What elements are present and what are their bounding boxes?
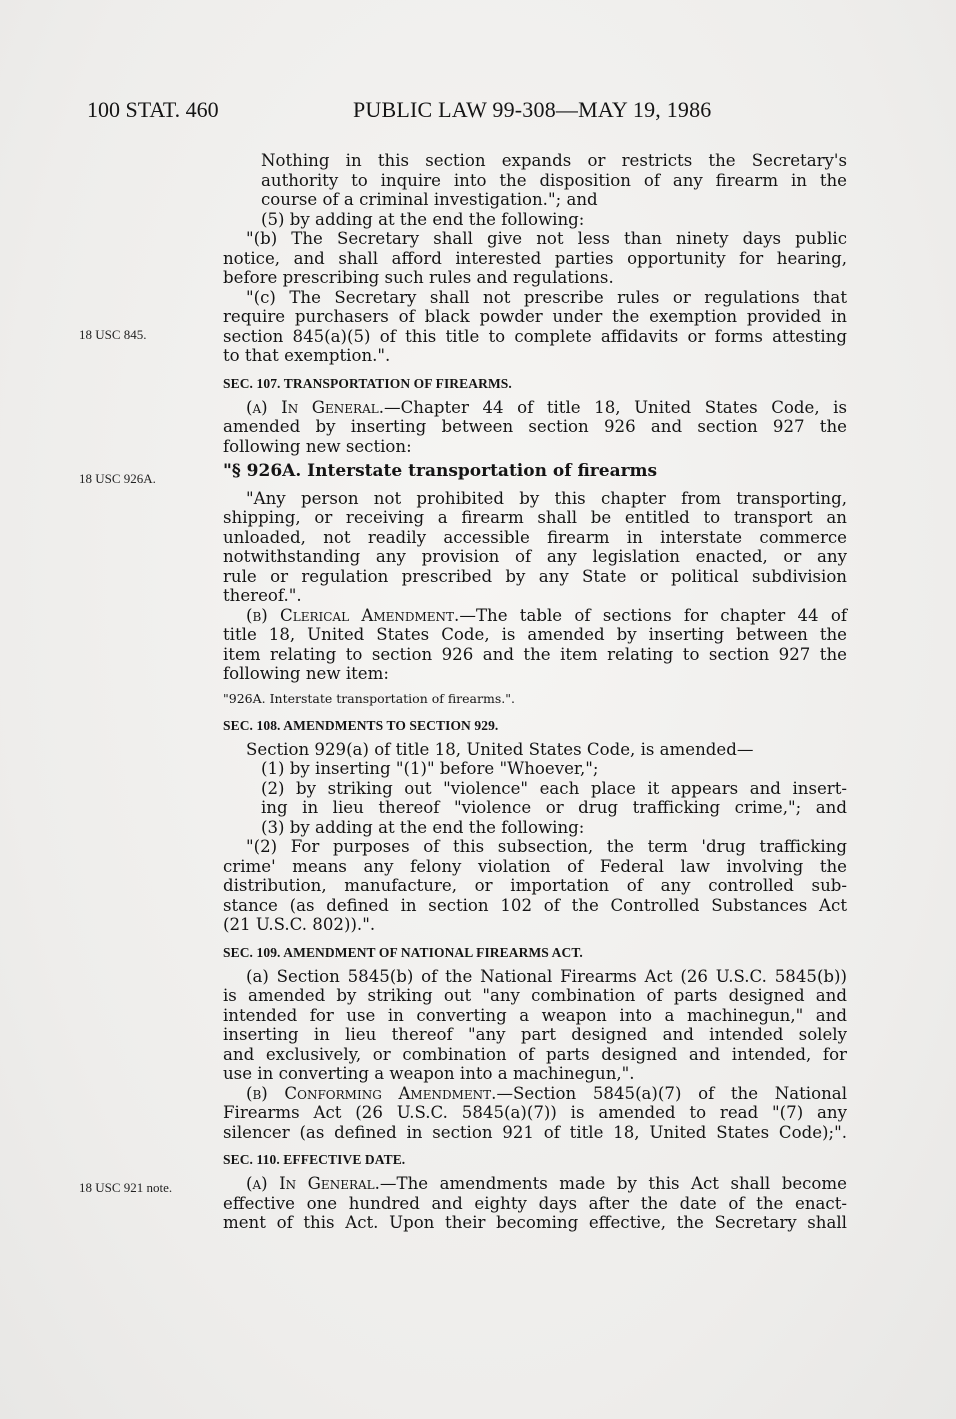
subsection-text: —The table of sections for chapter 44 of bbox=[459, 605, 848, 625]
text-line: authority to inquire into the disposition of any firearm in the bbox=[261, 170, 847, 190]
section-109-heading: SEC. 109. AMENDMENT OF NATIONAL FIREARMS ACT. bbox=[223, 944, 583, 960]
margin-note-18-usc-926a: 18 USC 926A. bbox=[79, 471, 156, 486]
subsection-label: (a) In General. bbox=[246, 1174, 380, 1193]
subsection-label: (a) In General. bbox=[246, 397, 384, 417]
text-line: Section 929(a) of title 18, United States Code, is amended— bbox=[246, 739, 754, 759]
text-line: amended by inserting between section 926 and section 927 the bbox=[223, 417, 847, 436]
text-line: item relating to section 926 and the item relating to section 927 the bbox=[223, 644, 847, 664]
margin-note-18-usc-845: 18 USC 845. bbox=[79, 327, 147, 342]
text-line: (21 U.S.C. 802)).". bbox=[223, 915, 376, 934]
subsection-label: (b) Clerical Amendment. bbox=[246, 605, 460, 625]
subsection-text: —Chapter 44 of title 18, United States Code, is bbox=[384, 397, 847, 417]
subsection-text: —The amendments made by this Act shall become bbox=[379, 1174, 847, 1193]
text-line: "(b) The Secretary shall give not less than ninety days public bbox=[246, 229, 847, 248]
text-line: section 845(a)(5) of this title to complete affidavits or forms attesting bbox=[223, 326, 847, 346]
text-line: following new section: bbox=[223, 436, 412, 456]
text-line: to that exemption.". bbox=[223, 346, 391, 365]
text-line: before prescribing such rules and regulations. bbox=[223, 268, 614, 287]
text-line: intended for use in converting a weapon into a machinegun," and bbox=[223, 1005, 847, 1025]
page-number: 100 STAT. 460 bbox=[87, 97, 219, 122]
text-line: effective one hundred and eighty days after the date of the enact- bbox=[223, 1193, 847, 1213]
text-line: "(2) For purposes of this subsection, the term 'drug trafficking bbox=[246, 837, 847, 856]
text-line bbox=[223, 1174, 847, 1194]
text-line: title 18, United States Code, is amended by inserting between the bbox=[223, 625, 847, 644]
text-line: ment of this Act. Upon their becoming effective, the Secretary shall bbox=[223, 1213, 847, 1232]
text-line: Nothing in this section expands or restricts the Secretary's bbox=[261, 151, 847, 170]
text-line: shipping, or receiving a firearm shall be entitled to transport an bbox=[223, 508, 847, 527]
text-line: (1) by inserting "(1)" before "Whoever,"; bbox=[261, 759, 599, 778]
text-line: rule or regulation prescribed by any State or political subdivision bbox=[223, 566, 847, 586]
text-line: crime' means any felony violation of Federal law involving the bbox=[223, 856, 847, 876]
text-line: use in converting a weapon into a machinegun,". bbox=[223, 1064, 635, 1083]
text-line: distribution, manufacture, or importation of any controlled sub- bbox=[223, 876, 847, 895]
text-line bbox=[223, 1084, 847, 1104]
text-line: (2) by striking out "violence" each place it appears and insert- bbox=[261, 778, 847, 798]
text-line: silencer (as defined in section 921 of title 18, United States Code);". bbox=[223, 1122, 847, 1142]
table-of-sections-entry: "926A. Interstate transportation of firearms.". bbox=[223, 690, 515, 706]
section-106-continuation bbox=[223, 151, 847, 366]
text-line: and exclusively, or combination of parts designed and intended, for bbox=[223, 1044, 847, 1064]
text-line: inserting in lieu thereof "any part designed and intended solely bbox=[223, 1025, 847, 1044]
text-line bbox=[223, 398, 847, 418]
text-line: Firearms Act (26 U.S.C. 5845(a)(7)) is amended to read "(7) any bbox=[223, 1103, 847, 1122]
section-110-heading: SEC. 110. EFFECTIVE DATE. bbox=[223, 1152, 406, 1167]
section-926a-heading: "§ 926A. Interstate transportation of firearms bbox=[223, 461, 658, 481]
margin-note-18-usc-921-note: 18 USC 921 note. bbox=[79, 1180, 173, 1195]
text-line: unloaded, not readily accessible firearm in interstate commerce bbox=[223, 527, 847, 547]
text-line: following new item: bbox=[223, 664, 389, 683]
text-line: require purchasers of black powder under the exemption provided in bbox=[223, 307, 847, 326]
subsection-text: —Section 5845(a)(7) of the National bbox=[496, 1083, 847, 1103]
text-line: thereof.". bbox=[223, 586, 302, 605]
running-title: PUBLIC LAW 99-308—MAY 19, 1986 bbox=[353, 97, 712, 122]
text-line bbox=[223, 606, 847, 626]
text-line: "(c) The Secretary shall not prescribe rules or regulations that bbox=[246, 287, 847, 307]
section-108-heading: SEC. 108. AMENDMENTS TO SECTION 929. bbox=[223, 717, 499, 733]
text-line: "Any person not prohibited by this chapter from transporting, bbox=[246, 488, 847, 508]
section-107-heading: SEC. 107. TRANSPORTATION OF FIREARMS. bbox=[223, 375, 512, 391]
text-line: notwithstanding any provision of any legislation enacted, or any bbox=[223, 547, 847, 566]
page-header bbox=[87, 97, 767, 129]
text-line: (a) Section 5845(b) of the National Firearms Act (26 U.S.C. 5845(b)) bbox=[246, 966, 847, 986]
text-line: course of a criminal investigation."; and bbox=[261, 190, 598, 209]
subsection-label: (b) Conforming Amendment. bbox=[246, 1083, 497, 1103]
statute-text bbox=[223, 151, 847, 1233]
text-line: ing in lieu thereof "violence or drug trafficking crime,"; and bbox=[261, 798, 847, 817]
text-line: stance (as defined in section 102 of the Controlled Substances Act bbox=[223, 895, 847, 915]
text-line: is amended by striking out "any combination of parts designed and bbox=[223, 986, 847, 1005]
text-line: (3) by adding at the end the following: bbox=[261, 817, 585, 837]
text-line: (5) by adding at the end the following: bbox=[261, 209, 585, 229]
text-line: notice, and shall afford interested parties opportunity for hearing, bbox=[223, 248, 847, 268]
